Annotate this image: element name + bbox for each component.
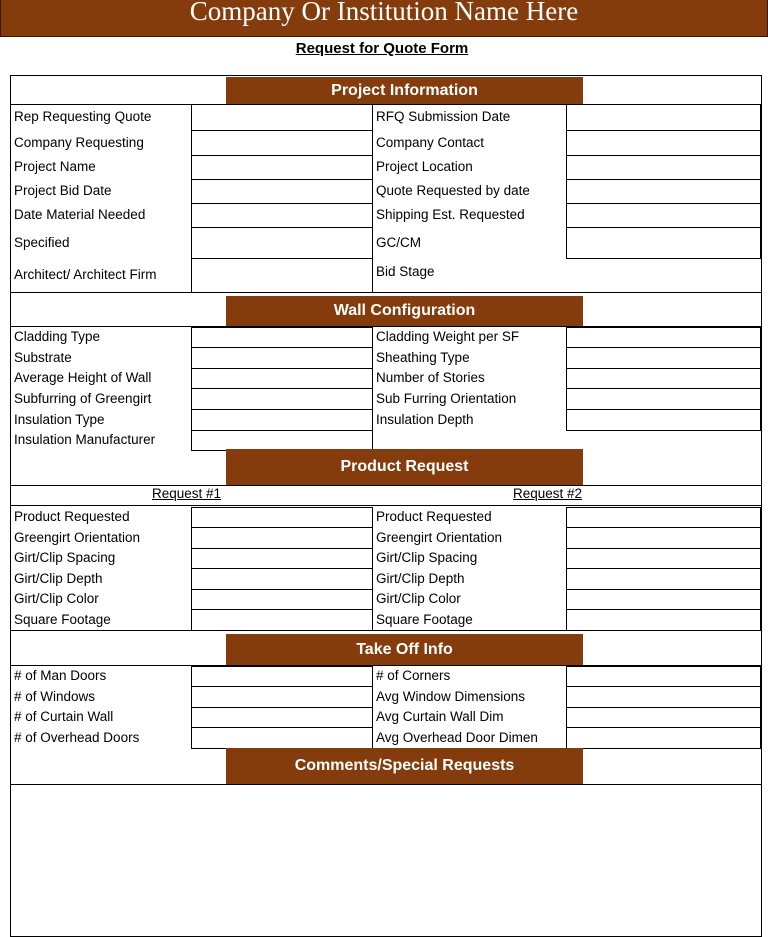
product-left-field[interactable] (191, 527, 373, 549)
product-left-label: Girt/Clip Spacing (14, 550, 116, 565)
product-right-label: Girt/Clip Color (376, 591, 461, 606)
project-left-field[interactable] (191, 258, 373, 293)
product-left-field[interactable] (191, 507, 373, 528)
wall-configuration-header: Wall Configuration (226, 296, 583, 326)
wall-left-field[interactable] (191, 430, 373, 451)
project-left-field[interactable] (191, 179, 373, 204)
section-divider (10, 505, 761, 506)
section-divider (10, 485, 761, 486)
takeoff-right-field[interactable] (566, 686, 761, 708)
takeoff-right-label: Avg Window Dimensions (376, 689, 526, 704)
form-title: Request for Quote Form (295, 40, 469, 57)
takeoff-right-label: Avg Overhead Door Dimen (376, 730, 538, 745)
product-right-field[interactable] (566, 507, 761, 528)
wall-left-label: Subfurring of Greengirt (14, 391, 152, 406)
project-left-field[interactable] (191, 227, 373, 259)
wall-left-field[interactable] (191, 409, 373, 431)
request-2-header: Request #2 (513, 486, 583, 501)
product-request-header: Product Request (226, 449, 583, 485)
product-left-label: Girt/Clip Depth (14, 571, 103, 586)
product-left-field[interactable] (191, 568, 373, 590)
project-information-header: Project Information (226, 77, 583, 105)
project-right-field[interactable] (566, 203, 761, 228)
project-left-field[interactable] (191, 104, 373, 131)
wall-right-label: Sub Furring Orientation (376, 391, 517, 406)
takeoff-left-field[interactable] (191, 666, 373, 687)
product-right-field[interactable] (566, 568, 761, 590)
product-right-label: Square Footage (376, 612, 473, 627)
project-right-label: RFQ Submission Date (376, 109, 511, 124)
takeoff-left-field[interactable] (191, 707, 373, 728)
project-left-label: Project Name (14, 159, 96, 174)
project-right-label: Shipping Est. Requested (376, 207, 525, 222)
project-right-label: Quote Requested by date (376, 183, 530, 198)
project-right-label: Project Location (376, 159, 473, 174)
product-right-field[interactable] (566, 609, 761, 631)
wall-right-field[interactable] (566, 327, 761, 348)
wall-right-field[interactable] (566, 347, 761, 369)
vertical-divider (372, 258, 373, 293)
takeoff-right-label: # of Corners (376, 668, 451, 683)
product-left-field[interactable] (191, 589, 373, 610)
section-divider (10, 292, 761, 293)
takeoff-right-field[interactable] (566, 666, 761, 687)
wall-right-label: Sheathing Type (376, 350, 470, 365)
project-right-field[interactable] (566, 179, 761, 204)
wall-right-label: Cladding Weight per SF (376, 329, 520, 344)
takeoff-left-label: # of Overhead Doors (14, 730, 140, 745)
wall-left-label: Insulation Type (14, 412, 105, 427)
product-left-label: Product Requested (14, 509, 130, 524)
project-right-field[interactable] (566, 130, 761, 156)
takeoff-left-field[interactable] (191, 686, 373, 708)
project-right-label: Bid Stage (376, 264, 435, 279)
comments-area[interactable] (11, 785, 760, 926)
project-left-label: Rep Requesting Quote (14, 109, 152, 124)
wall-left-field[interactable] (191, 388, 373, 410)
project-left-label: Project Bid Date (14, 183, 112, 198)
takeoff-right-field[interactable] (566, 707, 761, 728)
product-right-label: Girt/Clip Spacing (376, 550, 478, 565)
wall-left-label: Cladding Type (14, 329, 101, 344)
wall-left-field[interactable] (191, 347, 373, 369)
wall-left-label: Average Height of Wall (14, 370, 152, 385)
project-left-label: Company Requesting (14, 135, 144, 150)
product-left-label: Square Footage (14, 612, 111, 627)
product-right-label: Greengirt Orientation (376, 530, 503, 545)
product-right-field[interactable] (566, 527, 761, 549)
takeoff-right-field[interactable] (566, 727, 761, 749)
wall-right-field[interactable] (566, 368, 761, 389)
wall-right-field[interactable] (566, 388, 761, 410)
project-left-field[interactable] (191, 155, 373, 180)
takeoff-right-label: Avg Curtain Wall Dim (376, 709, 504, 724)
project-left-label: Architect/ Architect Firm (14, 267, 157, 282)
project-left-field[interactable] (191, 130, 373, 156)
product-right-field[interactable] (566, 548, 761, 569)
project-right-label: Company Contact (376, 135, 485, 150)
company-banner (0, 0, 768, 37)
wall-right-label: Number of Stories (376, 370, 485, 385)
wall-left-field[interactable] (191, 327, 373, 348)
wall-right-field[interactable] (566, 409, 761, 431)
wall-left-label: Insulation Manufacturer (14, 432, 156, 447)
product-left-label: Greengirt Orientation (14, 530, 141, 545)
project-right-field[interactable] (566, 227, 761, 259)
takeoff-left-label: # of Windows (14, 689, 96, 704)
takeoff-left-label: # of Man Doors (14, 668, 107, 683)
project-left-field[interactable] (191, 203, 373, 228)
product-left-label: Girt/Clip Color (14, 591, 99, 606)
company-name: Company Or Institution Name Here (189, 0, 579, 26)
section-divider (10, 630, 761, 631)
project-left-label: Date Material Needed (14, 207, 146, 222)
product-right-label: Product Requested (376, 509, 492, 524)
wall-right-label: Insulation Depth (376, 412, 474, 427)
project-right-field[interactable] (566, 155, 761, 180)
product-left-field[interactable] (191, 548, 373, 569)
wall-left-field[interactable] (191, 368, 373, 389)
take-off-info-header: Take Off Info (226, 634, 583, 665)
product-right-label: Girt/Clip Depth (376, 571, 465, 586)
wall-left-label: Substrate (14, 350, 72, 365)
request-1-header: Request #1 (152, 486, 222, 501)
project-right-label: GC/CM (376, 235, 421, 250)
takeoff-left-label: # of Curtain Wall (14, 709, 114, 724)
product-left-field[interactable] (191, 609, 373, 631)
takeoff-left-field[interactable] (191, 727, 373, 749)
project-left-label: Specified (14, 235, 70, 250)
product-right-field[interactable] (566, 589, 761, 610)
project-right-field[interactable] (566, 104, 761, 131)
comments-header: Comments/Special Requests (226, 748, 583, 784)
